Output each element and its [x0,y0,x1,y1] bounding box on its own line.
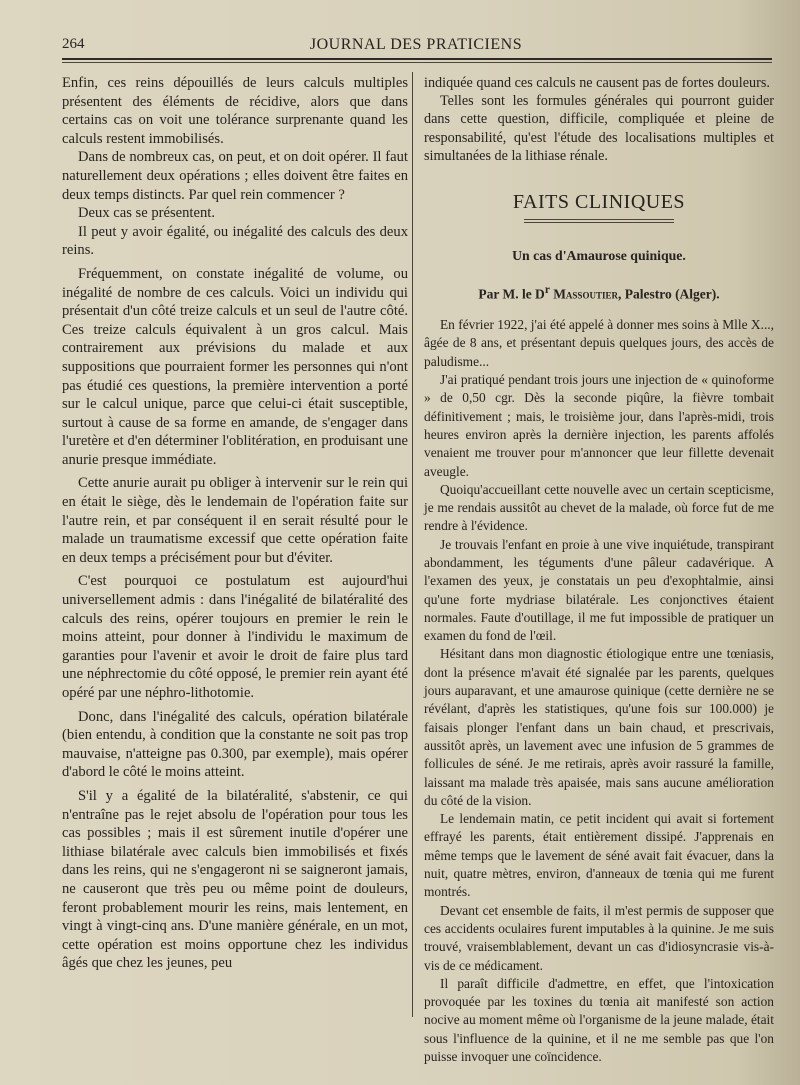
byline-prefix: Par M. le D [478,286,545,302]
article-paragraph: Quoiqu'accueillant cette nouvelle avec un certain scepticisme, je me rendais aussitôt au chevet de la malade, où force fut de me rendre à l'évidence. [424,481,774,534]
article-paragraph: J'ai pratiqué pendant trois jours une injection de « quinoforme » de 0,50 cgr. Dès la seconde piqûre, la fièvre tombait définitivement ; mais, le troisième jour, dans l'après-midi, trois heures environ après la dernière injection, les parents affolés venaient me trouver pour m'annoncer que leur fillette devenait aveugle. [424,372,774,479]
article-body [424,316,774,1066]
byline-author: Massoutier [553,286,618,302]
header-rule [62,58,772,60]
section-title: FAITS CLINIQUES [512,191,686,214]
byline-superscript: r [544,284,550,297]
section-heading-block [424,193,774,223]
right-paragraph: indiquée quand ces calculs ne causent pas de fortes douleurs. [424,75,770,91]
article-byline [424,281,774,304]
article-paragraph: En février 1922, j'ai été appelé à donner mes soins à Mlle X..., âgée de 8 ans, et présentant depuis quelques jours, des accès de paludisme... [424,317,774,369]
left-paragraph: Cette anurie aurait pu obliger à intervenir sur le rein qui en était le siège, dès le lendemain de l'opération faite sur l'autre rein, et par conséquent il en serait résulté pour le malade un traumatisme excessif que cette opération faite en deux temps a précisément pour but d'éviter. [62,475,408,566]
section-title-rule-thin [524,222,674,223]
left-paragraph: C'est pourquoi ce postulatum est aujourd'hui universellement admis : dans l'inégalité de bilatéralité des calculs des reins, opérer toujours en premier le rein le moins atteint, pour donner à l'individu le maximum de garanties pour l'avenir et avoir le droit de faire plus tard une néphrectomie du côté opposé, le premier rein ayant été opéré par une néphro-lithotomie. [62,573,408,701]
article-paragraph: Il paraît difficile d'admettre, en effet, que l'intoxication provoquée par les toxines du tœnia ait manifesté son action nocive au moment même où l'organisme de la jeune malade, était sous l'influence de la quinine, et il ne me semble pas que l'on puisse invoquer une coïncidence. [424,975,774,1064]
left-paragraph: Donc, dans l'inégalité des calculs, opération bilatérale (bien entendu, à condition que la constante ne soit pas trop mauvaise, n'atteigne pas 0.300, par exemple), mais opérer d'abord le côté le moins atteint. [62,708,408,781]
article-title: Un cas d'Amaurose quinique. [512,248,686,264]
article-paragraph: Hésitant dans mon diagnostic étiologique entre une tœniasis, dont la présence m'avait été signalée par les parents, quelques jours auparavant, et une amaurose quinique (cette dernière ne se révélant, d'après les statistiques, qu'une fois sur 100.000) je faisais plonger l'enfant dans un bain chaud, et prescrivais, aussitôt après, un lavement avec une infusion de 5 grammes de follicules de séné. Je me retirais, après avoir rassuré la famille, laissant ma malade très apaisée, mais sans aucune amélioration du côté de la vision. [424,646,774,808]
right-paragraph: Telles sont les formules générales qui pourront guider dans cette question, difficile, compliquée et pleine de responsabilité, qu'est l'étude des localisations multiples et simultanées de la lithiase rénale. [424,93,774,164]
left-column [62,74,408,973]
journal-title: JOURNAL DES PRATICIENS [309,36,523,53]
left-paragraph: S'il y a égalité de la bilatéralité, s'abstenir, ce qui n'entraîne pas le rejet absolu de l'opération pour tous les cas possibles ; mais il est sûrement inutile d'opérer une lithiase bilatérale avec calculs bien immobilisés et fixés dans les reins, qui ne s'engageront ni se saigneront jamais, ne causeront que très peu ou même point de douleurs, feront probablement mourir les reins, mais lentement, en vingt à vingt-cinq ans. D'une manière générale, en un mot, cette opération est moins opportune chez les individus âgés que chez les jeunes, peu [62,787,408,972]
header-rule-thin [62,62,772,63]
article-paragraph: Je trouvais l'enfant en proie à une vive inquiétude, transpirant abondamment, les téguments d'une pâleur cadavérique. A l'examen des yeux, je constatais un peu d'exophtalmie, ainsi qu'une forte mydriase bilatérale. Les conjonctives étaient normales. Faute d'outillage, il me fut impossible de pratiquer un examen du fond de l'œil. [424,536,774,644]
left-paragraph: Fréquemment, on constate inégalité de volume, ou inégalité de nombre de ces calculs. Voici un individu qui présentait d'un côté treize calculs et un seul de l'autre côté. Ces treize calculs équivalent à un gros calcul. Mais contrairement aux prévisions du malade et aux suppositions que pourraient former les personnes qui n'ont pas étudié ces questions, la première intervention a porté sur le calcul unique, parce que celui-ci était susceptible, surtout à cause de sa forme en amande, de s'engager dans l'uretère et d'en déterminer l'oblitération, en produisant une anurie presque immédiate. [62,265,408,468]
left-paragraph: Dans de nombreux cas, on peut, et on doit opérer. Il faut naturellement deux opérations ; elles doivent être faites en deux temps distincts. Par quel rein commencer ? [62,149,408,203]
section-title-rule [524,219,674,220]
left-paragraph: Enfin, ces reins dépouillés de leurs calculs multiples présentent des éléments de récidive, alors que dans certains cas on voit une tolérance surprenante quand les calculs restent immobilisés. [62,75,408,147]
column-divider [412,72,413,1017]
article-paragraph: Devant cet ensemble de faits, il m'est permis de supposer que ces accidents oculaires furent imputables à la quinine. Je me suis trouvé, vraisemblablement, devant un cas d'idiosyncrasie vis-à-vis de ce médicament. [424,902,774,973]
article-paragraph: Le lendemain matin, ce petit incident qui avait si fortement effrayé les parents, était entièrement dissipé. J'apprenais en même temps que le lavement de séné avait fait évacuer, dans la nuit, quatre mètres, environ, d'anneaux de tœnia qui me furent montrés. [424,811,774,900]
left-paragraph: Deux cas se présentent. [78,205,215,222]
byline-place: , Palestro (Alger). [617,286,720,302]
right-column [424,74,774,1066]
left-paragraph: Il peut y avoir égalité, ou inégalité des calculs des deux reins. [62,223,408,259]
page-number: 264 [62,36,85,52]
